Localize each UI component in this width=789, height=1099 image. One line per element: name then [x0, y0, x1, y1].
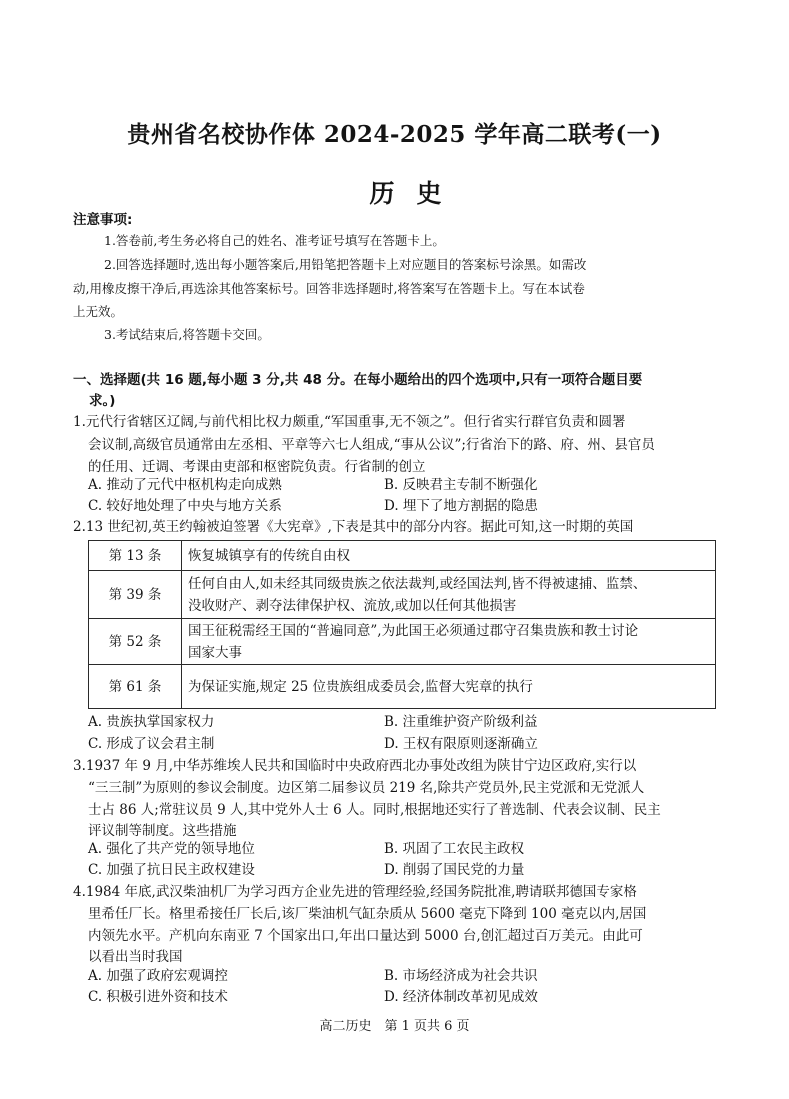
exam-title: 贵州省名校协作体 2024-2025 学年高二联考(一): [127, 121, 662, 148]
question-3-option-d: D. 削弱了国民党的力量: [384, 862, 525, 878]
question-2-option-b: B. 注重维护资产阶级利益: [384, 714, 538, 730]
question-3-option-b: B. 巩固了工农民主政权: [384, 841, 525, 857]
table-cell-content: [182, 571, 716, 619]
question-1-option-c: C. 较好地处理了中央与地方关系: [88, 498, 282, 514]
question-4-line-2: 里希任厂长。格里希接任厂长后,该厂柴油机气缸杂质从 5600 毫克下降到 100 毫克以内,居国: [88, 906, 647, 922]
question-1-option-b: B. 反映君主专制不断强化: [384, 477, 538, 493]
question-3-option-a: A. 强化了共产党的领导地位: [88, 841, 255, 857]
question-1-line-3: 的任用、迁调、考课由吏部和枢密院负责。行省制的创立: [88, 459, 426, 475]
section-heading: [73, 370, 718, 412]
section-heading-line1: 一、选择题(共 16 题,每小题 3 分,共 48 分。在每小题给出的四个选项中,只有一项符合题目要: [73, 372, 643, 388]
table-row: [89, 571, 716, 619]
notice-item-3: 3.考试结束后,将答题卡交回。: [104, 327, 270, 342]
table-cell-article: 第 39 条: [89, 571, 182, 619]
question-1-option-a: A. 推动了元代中枢机构走向成熟: [88, 477, 282, 493]
question-1-line-1: 1.元代行省辖区辽阔,与前代相比权力颇重,“军国重事,无不领之”。但行省实行群官负责和圆署: [73, 414, 626, 430]
question-4-line-1: 4.1984 年底,武汉柴油机厂为学习西方企业先进的管理经验,经国务院批准,聘请联邦德国专家格: [73, 884, 637, 900]
question-2-line-1: 2.13 世纪初,英王约翰被迫签署《大宪章》,下表是其中的部分内容。据此可知,这一时期的英国: [73, 519, 634, 535]
question-3-option-c: C. 加强了抗日民主政权建设: [88, 862, 255, 878]
question-1-line-2: 会议制,高级官员通常由左丞相、平章等六七人组成,“事从公议”;行省治下的路、府、州、县官员: [88, 437, 655, 453]
question-4-option-c: C. 积极引进外资和技术: [88, 989, 228, 1005]
table-row: [89, 619, 716, 665]
table-cell-content: [182, 541, 716, 571]
subject-title: 历史: [369, 179, 464, 208]
notice-item-2: 2.回答选择题时,选出每小题答案后,用铅笔把答题卡上对应题目的答案标号涂黑。如需改: [104, 257, 587, 272]
content-line: 任何自由人,如未经其同级贵族之依法裁判,或经国法判,皆不得被逮捕、监禁、: [188, 575, 647, 592]
question-2-option-d: D. 王权有限原则逐渐确立: [384, 736, 538, 752]
question-3-line-4: 评议制等制度。这些措施: [88, 823, 237, 839]
question-3-line-1: 3.1937 年 9 月,中华苏维埃人民共和国临时中央政府西北办事处改组为陕甘宁边区政府,实行以: [73, 758, 637, 774]
question-4-line-4: 以看出当时我国: [88, 949, 183, 965]
table-cell-content: [182, 665, 716, 709]
content-line: 为保证实施,规定 25 位贵族组成委员会,监督大宪章的执行: [188, 678, 533, 695]
notice-item-2-end: 上无效。: [73, 304, 124, 319]
table-cell-content: [182, 619, 716, 665]
question-3-line-2: “三三制”为原则的参议会制度。边区第二届参议员 219 名,除共产党员外,民主党派和无党派人: [88, 780, 645, 796]
notice-item-2-cont: 动,用橡皮擦干净后,再选涂其他答案标号。回答非选择题时,将答案写在答题卡上。写在本试卷: [73, 281, 585, 296]
question-4-line-3: 内领先水平。产机向东南亚 7 个国家出口,年出口量达到 5000 台,创汇超过百万美元。由此可: [88, 928, 643, 944]
page-footer: 高二历史 第 1 页共 6 页: [319, 1019, 470, 1034]
question-4-option-a: A. 加强了政府宏观调控: [88, 968, 228, 984]
table-row: [89, 665, 716, 709]
content-line: 恢复城镇享有的传统自由权: [188, 547, 350, 564]
table-cell-article: 第 61 条: [89, 665, 182, 709]
content-line: 国家大事: [188, 644, 242, 661]
section-heading-line2: 求。): [89, 393, 116, 409]
question-2-option-a: A. 贵族执掌国家权力: [88, 714, 215, 730]
question-1-option-d: D. 埋下了地方割据的隐患: [384, 498, 538, 514]
table-row: [89, 541, 716, 571]
table-cell-article: 第 13 条: [89, 541, 182, 571]
notice-title: 注意事项:: [73, 212, 133, 228]
table-cell-article: 第 52 条: [89, 619, 182, 665]
question-4-option-d: D. 经济体制改革初见成效: [384, 989, 538, 1005]
content-line: 国王征税需经王国的“普遍同意”,为此国王必须通过郡守召集贵族和教士讨论: [188, 622, 639, 639]
question-4-option-b: B. 市场经济成为社会共识: [384, 968, 538, 984]
question-3-line-3: 士占 86 人;常驻议员 9 人,其中党外人士 6 人。同时,根据地还实行了普选制、代表会议制、民主: [88, 802, 661, 818]
content-line: 没收财产、剥夺法律保护权、流放,或加以任何其他损害: [188, 597, 517, 614]
question-2-option-c: C. 形成了议会君主制: [88, 736, 215, 752]
magna-carta-table: [88, 540, 716, 709]
notice-item-1: 1.答卷前,考生务必将自己的姓名、准考证号填写在答题卡上。: [104, 233, 445, 248]
